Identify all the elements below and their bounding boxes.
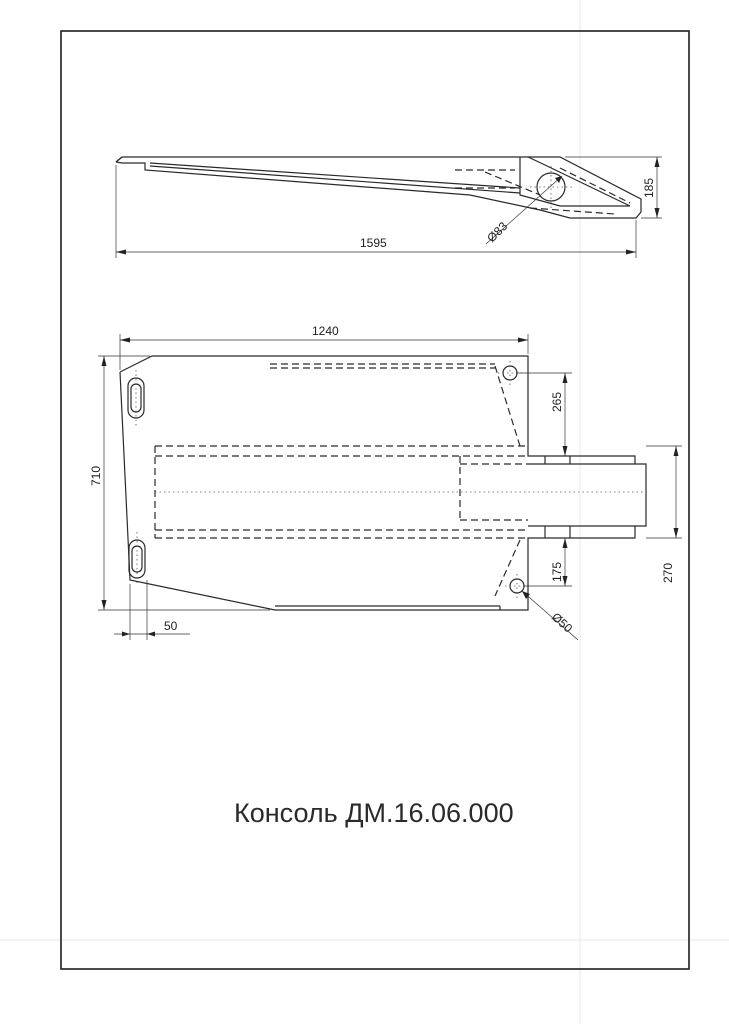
hole-upper — [503, 366, 517, 380]
dim-slot-offset: 50 — [164, 619, 178, 633]
drawing-title: Консоль ДМ.16.06.000 — [234, 798, 514, 828]
hole-lower — [510, 579, 524, 593]
dim-upper-hole-offset: 265 — [550, 391, 564, 412]
dim-plan-length: 1240 — [312, 324, 339, 338]
dim-lower-hole-offset: 175 — [550, 561, 564, 582]
dim-hole-diameter: Ø50 — [548, 609, 576, 636]
dim-plan-width: 710 — [89, 465, 103, 486]
dim-overall-length: 1595 — [360, 236, 387, 250]
drawing-frame — [61, 31, 689, 969]
dim-pin-diameter: Ø83 — [484, 219, 511, 246]
plan-view — [89, 324, 682, 640]
dim-side-height: 185 — [642, 177, 656, 198]
dim-fork-width: 270 — [661, 562, 675, 583]
